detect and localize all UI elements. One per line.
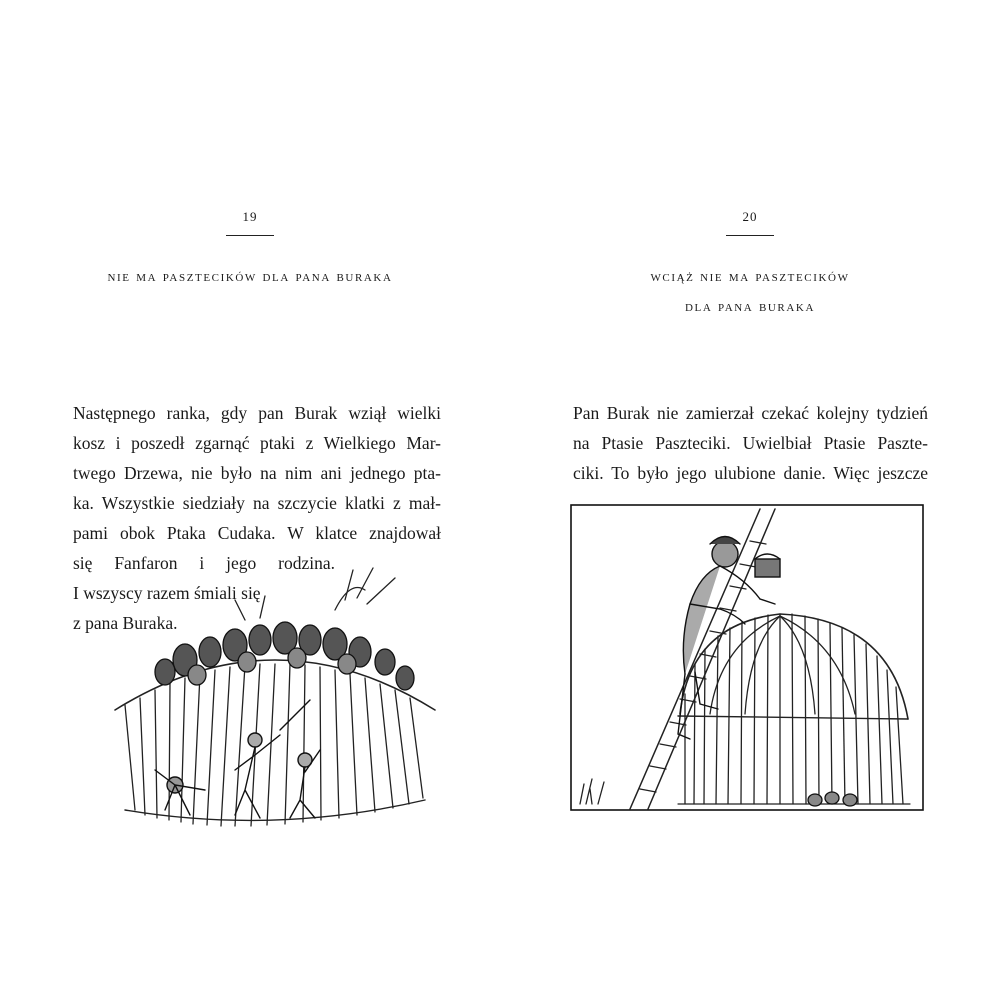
text-line: Następnego ranka, gdy pan Burak wziął wielki [73,403,441,423]
text-line: ka. Wszystkie siedziały na szczycie klatki z mał- [73,493,441,513]
man-on-ladder-drawing [570,504,924,814]
birds-on-cage-drawing [95,560,455,850]
text-line: się Fanfaron i jego rodzina. [73,553,335,573]
right-page [500,0,1000,1000]
text-line: pami obok Ptaka Cudaka. W klatce znajdował [73,523,441,543]
page-number: 19 [242,209,258,224]
text-line: z pana Buraka. [73,613,178,633]
illustration-frame [571,505,923,810]
man-on-ladder-illustration [570,504,924,814]
text-line: I wszyscy razem śmiali się [73,583,261,603]
page-number: 20 [742,209,758,224]
text-line: na Ptasie Paszteciki. Uwielbiał Ptasie Paszte- [573,433,928,453]
chapter-title: nie ma pasztecików dla pana buraka [107,268,393,285]
page-number-rule [226,235,274,236]
chapter-title [500,262,1000,322]
birds-on-cage-illustration [95,560,455,850]
text-line: ciki. To było jego ulubione danie. Więc jeszcze [573,463,928,483]
text-line: twego Drzewa, nie było na nim ani jednego pta- [73,463,441,483]
chapter-title-line: wciąż nie ma pasztecików [650,268,850,285]
chapter-title-line: dla pana buraka [685,298,815,315]
text-line: Pan Burak nie zamierzał czekać kolejny tydzień [573,403,928,423]
text-line: kosz i poszedł zgarnąć ptaki z Wielkiego Mar- [73,433,441,453]
body-paragraph [573,398,928,488]
page-number-rule [726,235,774,236]
